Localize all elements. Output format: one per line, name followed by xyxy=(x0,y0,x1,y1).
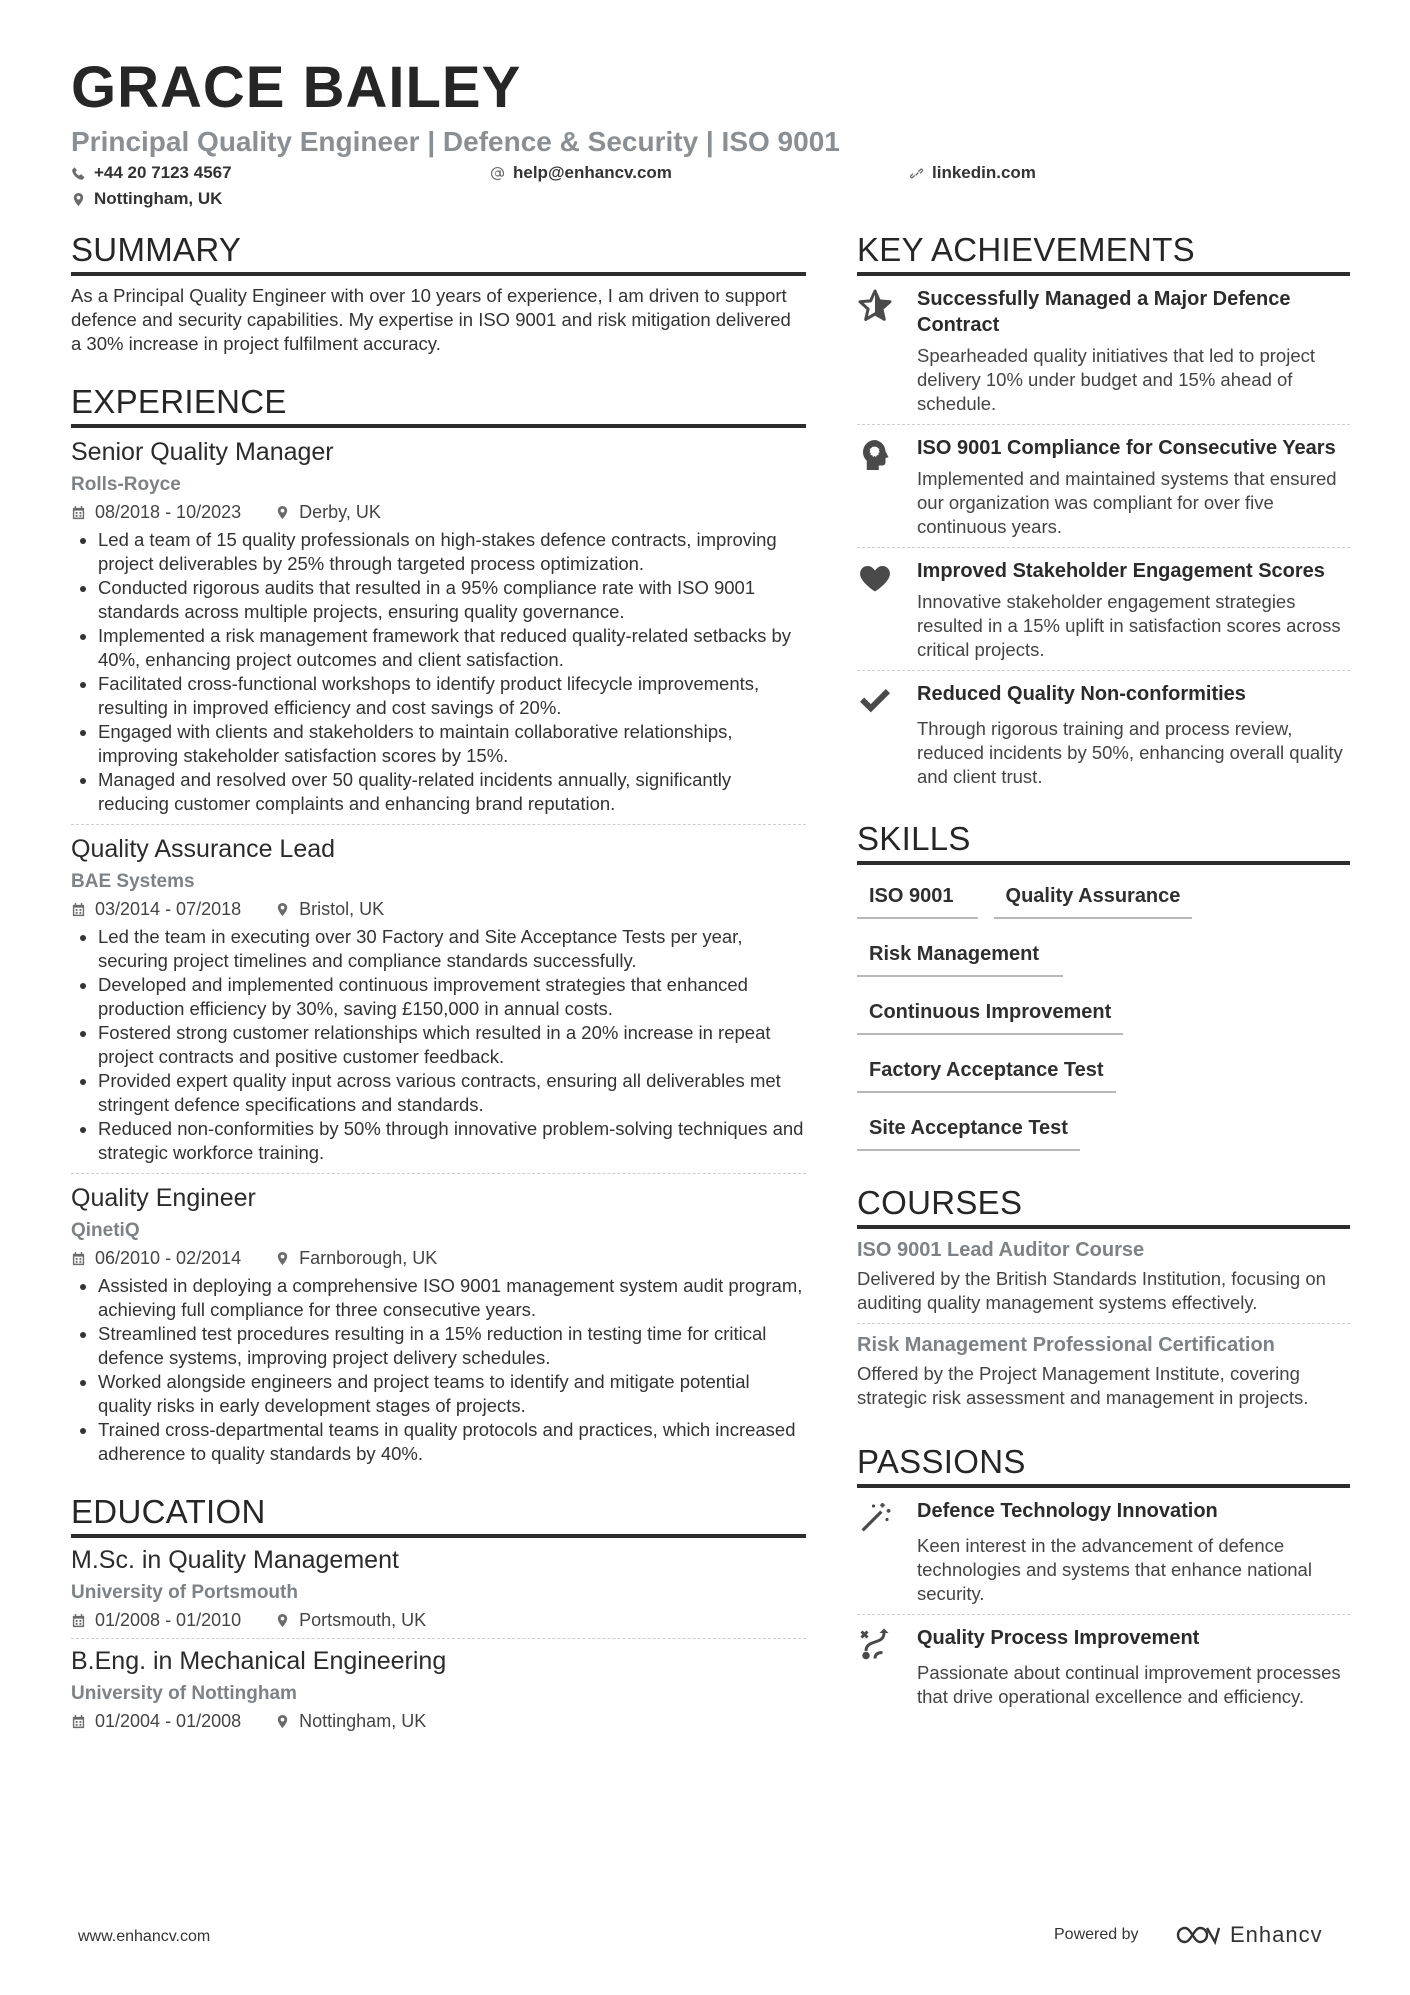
summary-text: As a Principal Quality Engineer with over 10 years of experience, I am driven to support defence and security capabilities. My expertise in ISO 9001 and risk mitigation delivered a 30% increase in project fulfilment accuracy. xyxy=(71,285,791,354)
degree-title: M.Sc. in Quality Management xyxy=(71,1546,399,1574)
job-entry xyxy=(71,825,806,1174)
calendar-icon xyxy=(71,902,86,917)
date-text: 01/2004 - 01/2008 xyxy=(95,1711,242,1731)
enhancv-logo-icon xyxy=(1174,1923,1220,1947)
head-icon xyxy=(857,437,893,473)
location-text: Nottingham, UK xyxy=(299,1711,427,1731)
left-column xyxy=(71,230,806,1765)
job-bullet: • Led a team of 15 quality professionals on high-stakes defence contracts, improving project deliverables by 25% through targeted process optimization. xyxy=(98,528,806,576)
job-bullets xyxy=(71,925,806,1165)
summary-section xyxy=(71,230,806,356)
achievement-title: Reduced Quality Non-conformities xyxy=(917,683,1246,705)
job-bullet: • Fostered strong customer relationships which resulted in a 20% increase in repeat project contracts and positive customer feedback. xyxy=(98,1021,806,1069)
job-bullet: • Led the team in executing over 30 Factory and Site Acceptance Tests per year, securing project timelines and compliance standards successfully. xyxy=(98,925,806,973)
date-text: 03/2014 - 07/2018 xyxy=(95,899,242,919)
footer-powered-label: Powered by xyxy=(1054,1926,1139,1943)
map-pin-icon xyxy=(275,1251,290,1266)
achievement-title: ISO 9001 Compliance for Consecutive Years xyxy=(917,437,1336,459)
page-footer xyxy=(0,1920,1410,1960)
job-bullet: • Conducted rigorous audits that resulted in a 95% compliance rate with ISO 9001 standards across multiple projects, ensuring quality governance. xyxy=(98,576,806,624)
map-pin-icon xyxy=(275,1714,290,1729)
job-bullet: • Trained cross-departmental teams in quality protocols and practices, which increased adherence to quality standards by 40%. xyxy=(98,1418,806,1466)
passions-section xyxy=(857,1442,1350,1717)
candidate-title: Principal Quality Engineer | Defence & Security | ISO 9001 xyxy=(71,126,840,157)
calendar-icon xyxy=(71,505,86,520)
experience-section xyxy=(71,382,806,1474)
meta-row xyxy=(71,897,806,921)
skill-list xyxy=(857,865,1350,1167)
location-text: Portsmouth, UK xyxy=(299,1610,427,1630)
phone-icon xyxy=(71,166,86,181)
experience-heading: EXPERIENCE xyxy=(71,382,806,428)
achievement-item xyxy=(857,548,1350,671)
location-text: Farnborough, UK xyxy=(299,1248,438,1268)
passion-title: Quality Process Improvement xyxy=(917,1627,1200,1649)
achievement-desc: Implemented and maintained systems that ensured our organization was compliant for over five continuous years. xyxy=(917,468,1337,537)
passions-heading: PASSIONS xyxy=(857,1442,1350,1488)
candidate-name: GRACE BAILEY xyxy=(71,55,522,120)
skill-tag: Quality Assurance xyxy=(994,877,1193,919)
courses-section xyxy=(857,1183,1350,1418)
passion-title: Defence Technology Innovation xyxy=(917,1500,1218,1522)
route-icon xyxy=(857,1627,893,1663)
calendar-icon xyxy=(71,1251,86,1266)
achievement-item xyxy=(857,276,1350,425)
heart-icon xyxy=(857,560,893,596)
footer-url[interactable]: www.enhancv.com xyxy=(78,1928,211,1945)
job-bullet: • Worked alongside engineers and project teams to identify and mitigate potential quality risks in early development stages of projects. xyxy=(98,1370,806,1418)
enhancv-logo[interactable] xyxy=(1174,1922,1323,1948)
meta-row xyxy=(71,1709,806,1733)
course-item xyxy=(857,1324,1350,1418)
location xyxy=(275,1709,426,1733)
degree-title: B.Eng. in Mechanical Engineering xyxy=(71,1647,447,1675)
passion-desc: Keen interest in the advancement of defence technologies and systems that enhance national security. xyxy=(917,1535,1312,1604)
date-range xyxy=(71,897,241,921)
check-icon xyxy=(857,683,893,719)
date-range xyxy=(71,500,241,524)
location xyxy=(275,500,381,524)
school-name: University of Nottingham xyxy=(71,1683,297,1704)
linkedin-text[interactable]: linkedin.com xyxy=(932,163,1036,182)
achievement-title: Improved Stakeholder Engagement Scores xyxy=(917,560,1325,582)
passion-desc: Passionate about continual improvement processes that drive operational excellence and efficiency. xyxy=(917,1662,1341,1707)
achievement-desc: Spearheaded quality initiatives that led to project delivery 10% under budget and 15% ahead of schedule. xyxy=(917,345,1316,414)
passion-list xyxy=(857,1488,1350,1717)
map-pin-icon xyxy=(275,902,290,917)
company-name: BAE Systems xyxy=(71,871,195,892)
job-bullet: • Provided expert quality input across various contracts, ensuring all deliverables met stringent defence specifications and standards. xyxy=(98,1069,806,1117)
course-title: ISO 9001 Lead Auditor Course xyxy=(857,1239,1145,1261)
phone-text[interactable]: +44 20 7123 4567 xyxy=(94,163,232,182)
job-bullet: • Assisted in deploying a comprehensive ISO 9001 management system audit program, achieving full compliance for three consecutive years. xyxy=(98,1274,806,1322)
course-list xyxy=(857,1229,1350,1418)
course-title: Risk Management Professional Certification xyxy=(857,1334,1275,1356)
job-entry xyxy=(71,1174,806,1474)
phone-contact xyxy=(71,161,490,185)
job-bullet: • Implemented a risk management framework that reduced quality-related setbacks by 40%, enhancing project outcomes and client satisfaction. xyxy=(98,624,806,672)
location-contact xyxy=(71,187,222,211)
achievement-item xyxy=(857,425,1350,548)
contact-row-1 xyxy=(71,160,1351,186)
date-range xyxy=(71,1246,241,1270)
location xyxy=(275,1608,426,1632)
email-text[interactable]: help@enhancv.com xyxy=(513,163,672,182)
job-bullet: • Reduced non-conformities by 50% through innovative problem-solving techniques and strategic workforce training. xyxy=(98,1117,806,1165)
passion-item xyxy=(857,1488,1350,1615)
achievement-list xyxy=(857,276,1350,797)
job-bullet: • Streamlined test procedures resulting in a 15% reduction in testing time for critical defence systems, improving project delivery schedules. xyxy=(98,1322,806,1370)
company-name: QinetiQ xyxy=(71,1220,140,1241)
at-icon xyxy=(490,166,505,181)
course-desc: Offered by the Project Management Institute, covering strategic risk assessment and management in projects. xyxy=(857,1363,1309,1408)
skill-tag: Continuous Improvement xyxy=(857,993,1123,1035)
map-pin-icon xyxy=(275,1613,290,1628)
course-desc: Delivered by the British Standards Institution, focusing on auditing quality management systems effectively. xyxy=(857,1268,1326,1313)
email-contact xyxy=(490,161,909,185)
link-icon xyxy=(909,166,924,181)
job-bullet: • Developed and implemented continuous improvement strategies that enhanced production efficiency by 30%, saving £150,000 in annual costs. xyxy=(98,973,806,1021)
achievement-title: Successfully Managed a Major Defence Contract xyxy=(917,288,1291,336)
map-pin-icon xyxy=(275,505,290,520)
job-bullets xyxy=(71,1274,806,1466)
achievements-section xyxy=(857,230,1350,797)
job-entry xyxy=(71,428,806,825)
job-bullet: • Managed and resolved over 50 quality-related incidents annually, significantly reducing customer complaints and enhancing brand reputation. xyxy=(98,768,806,816)
linkedin-contact xyxy=(909,161,1036,185)
meta-row xyxy=(71,500,806,524)
school-name: University of Portsmouth xyxy=(71,1582,298,1603)
location-text: Bristol, UK xyxy=(299,899,385,919)
calendar-icon xyxy=(71,1613,86,1628)
date-text: 01/2008 - 01/2010 xyxy=(95,1610,242,1630)
achievements-heading: KEY ACHIEVEMENTS xyxy=(857,230,1350,276)
right-column xyxy=(857,230,1350,1743)
location-text: Nottingham, UK xyxy=(94,189,223,208)
education-heading: EDUCATION xyxy=(71,1492,806,1538)
job-bullet: • Engaged with clients and stakeholders to maintain collaborative relationships, improving stakeholder satisfaction scores by 15%. xyxy=(98,720,806,768)
resume-header xyxy=(71,52,1351,212)
map-pin-icon xyxy=(71,192,86,207)
skill-tag: Risk Management xyxy=(857,935,1063,977)
job-bullet: • Facilitated cross-functional workshops to identify product lifecycle improvements, resulting in improved efficiency and cost savings of 20%. xyxy=(98,672,806,720)
date-text: 08/2018 - 10/2023 xyxy=(95,502,242,522)
job-list xyxy=(71,428,806,1474)
job-bullets xyxy=(71,528,806,816)
achievement-desc: Innovative stakeholder engagement strategies resulted in a 15% uplift in satisfaction scores across critical projects. xyxy=(917,591,1341,660)
skill-tag: Factory Acceptance Test xyxy=(857,1051,1116,1093)
job-title: Senior Quality Manager xyxy=(71,438,334,466)
education-section xyxy=(71,1492,806,1739)
skills-heading: SKILLS xyxy=(857,819,1350,865)
date-range xyxy=(71,1608,241,1632)
skill-tag: ISO 9001 xyxy=(857,877,978,919)
education-entry xyxy=(71,1538,806,1639)
skills-section xyxy=(857,819,1350,1167)
calendar-icon xyxy=(71,1714,86,1729)
job-title: Quality Engineer xyxy=(71,1184,256,1212)
achievement-desc: Through rigorous training and process review, reduced incidents by 50%, enhancing overall quality and client trust. xyxy=(917,718,1343,787)
skill-tag: Site Acceptance Test xyxy=(857,1109,1080,1151)
star-icon xyxy=(857,288,893,324)
summary-heading: SUMMARY xyxy=(71,230,806,276)
course-item xyxy=(857,1229,1350,1324)
education-entry xyxy=(71,1639,806,1739)
location-text: Derby, UK xyxy=(299,502,381,522)
courses-heading: COURSES xyxy=(857,1183,1350,1229)
enhancv-logo-text: Enhancv xyxy=(1230,1922,1323,1947)
achievement-item xyxy=(857,671,1350,797)
meta-row xyxy=(71,1246,806,1270)
company-name: Rolls-Royce xyxy=(71,474,181,495)
contact-row-2 xyxy=(71,186,1351,212)
magic-wand-icon xyxy=(857,1500,893,1536)
location xyxy=(275,1246,437,1270)
meta-row xyxy=(71,1608,806,1632)
date-text: 06/2010 - 02/2014 xyxy=(95,1248,242,1268)
date-range xyxy=(71,1709,241,1733)
education-list xyxy=(71,1538,806,1739)
passion-item xyxy=(857,1615,1350,1717)
location xyxy=(275,897,384,921)
job-title: Quality Assurance Lead xyxy=(71,835,336,863)
